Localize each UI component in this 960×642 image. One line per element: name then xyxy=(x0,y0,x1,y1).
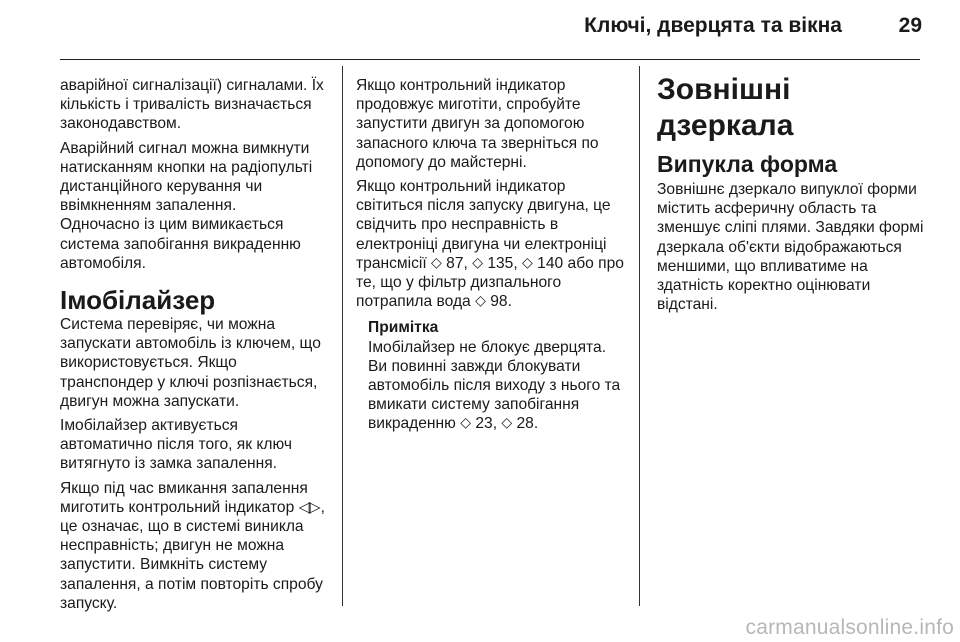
column-1 xyxy=(60,76,328,618)
header-title: Ключі, дверцята та вікна xyxy=(584,14,842,37)
page-ref-link[interactable]: 140 xyxy=(537,254,564,272)
column-divider-1 xyxy=(342,66,343,606)
page-ref-link[interactable]: 98 xyxy=(490,293,508,311)
page-ref-link[interactable]: 87 xyxy=(446,254,464,272)
subheading-convex-shape: Випукла форма xyxy=(657,151,838,177)
page-number: 29 xyxy=(898,14,922,37)
paragraph-immobilizer-check: Система перевіряє, чи можна запускати автомобіль із ключем, що використовується. Якщо транспондер у ключі розпізнається, двигун можна запускати. xyxy=(60,316,321,410)
page-ref-icon: ◇ xyxy=(522,253,533,270)
paragraph-alarm-off: Аварійний сигнал можна вимкнути натисканням кнопки на радіопульті дистанційного керування чи ввімкненням запалення. xyxy=(60,139,313,215)
immobilizer-warning-icon: ◁▷ xyxy=(298,498,319,516)
paragraph-immobilizer-activate: Імобілайзер активується автоматично після того, як ключ витягнуто із замка запалення. xyxy=(60,417,292,473)
section-heading-mirrors: Зовнішні дзеркала xyxy=(657,73,794,142)
column-2 xyxy=(356,76,626,439)
column-divider-2 xyxy=(639,66,640,606)
page-ref-icon: ◇ xyxy=(472,253,483,270)
paragraph-antitheft-off: Одночасно із цим вимикається система запобігання викраденню автомобіля. xyxy=(60,216,301,272)
indicator-text-after: , це означає, що в системі виникла несправність; двигун не можна запустити. Вимкніть систему запалення, а потім повторіть спробу запуску. xyxy=(60,498,325,612)
page-ref-icon: ◇ xyxy=(460,414,471,431)
column-3 xyxy=(657,72,925,319)
paragraph-spare-key: Якщо контрольний індикатор продовжує миготіти, спробуйте запустити двигун за допомогою запасного ключа та зверніться по допомогу до майстерні. xyxy=(356,77,599,171)
note-box xyxy=(356,318,626,433)
paragraph-alarm-signals: аварійної сигналізації) сигналами. Їх кількість і тривалість визначається законодавством. xyxy=(60,77,324,133)
section-heading-immobilizer: Імобілайзер xyxy=(60,285,216,316)
paragraph-indicator-flash xyxy=(60,479,328,613)
paragraph-convex-mirror: Зовнішнє дзеркало випуклої форми містить асферичну область та зменшує сліпі плями. Завдяки формі дзеркала об'єкти відображаються меншими, що впливатиме на здатність коректно оцінювати відстані. xyxy=(657,181,924,314)
page-ref-icon: ◇ xyxy=(431,253,442,270)
header-divider xyxy=(60,59,920,60)
indicator-text-before: Якщо під час вмикання запалення миготить контрольний індикатор xyxy=(60,479,308,516)
watermark: carmanualsonline.info xyxy=(745,616,954,639)
note-title: Примітка xyxy=(368,319,439,337)
page-ref-icon: ◇ xyxy=(501,414,513,431)
paragraph-indicator-lit: Якщо контрольний індикатор світиться після запуску двигуна, це свідчить про несправність в електроніці двигуна чи електроніці трансмісії ◇ 87, ◇ 135, ◇ 140 або про те, що у фільтр дизпального потрапила вода ◇ 98. xyxy=(356,178,624,311)
note-text: Імобілайзер не блокує дверцята. Ви повинні завжди блокувати автомобіль після виходу з нього та вмикати систему запобігання викраденню ◇ 23, ◇ 28. xyxy=(368,338,621,433)
page-ref-link[interactable]: 135 xyxy=(487,254,514,272)
page-ref-link[interactable]: 23 xyxy=(475,415,493,433)
page-ref-link[interactable]: 28 xyxy=(516,415,534,433)
page-ref-icon: ◇ xyxy=(475,292,486,309)
